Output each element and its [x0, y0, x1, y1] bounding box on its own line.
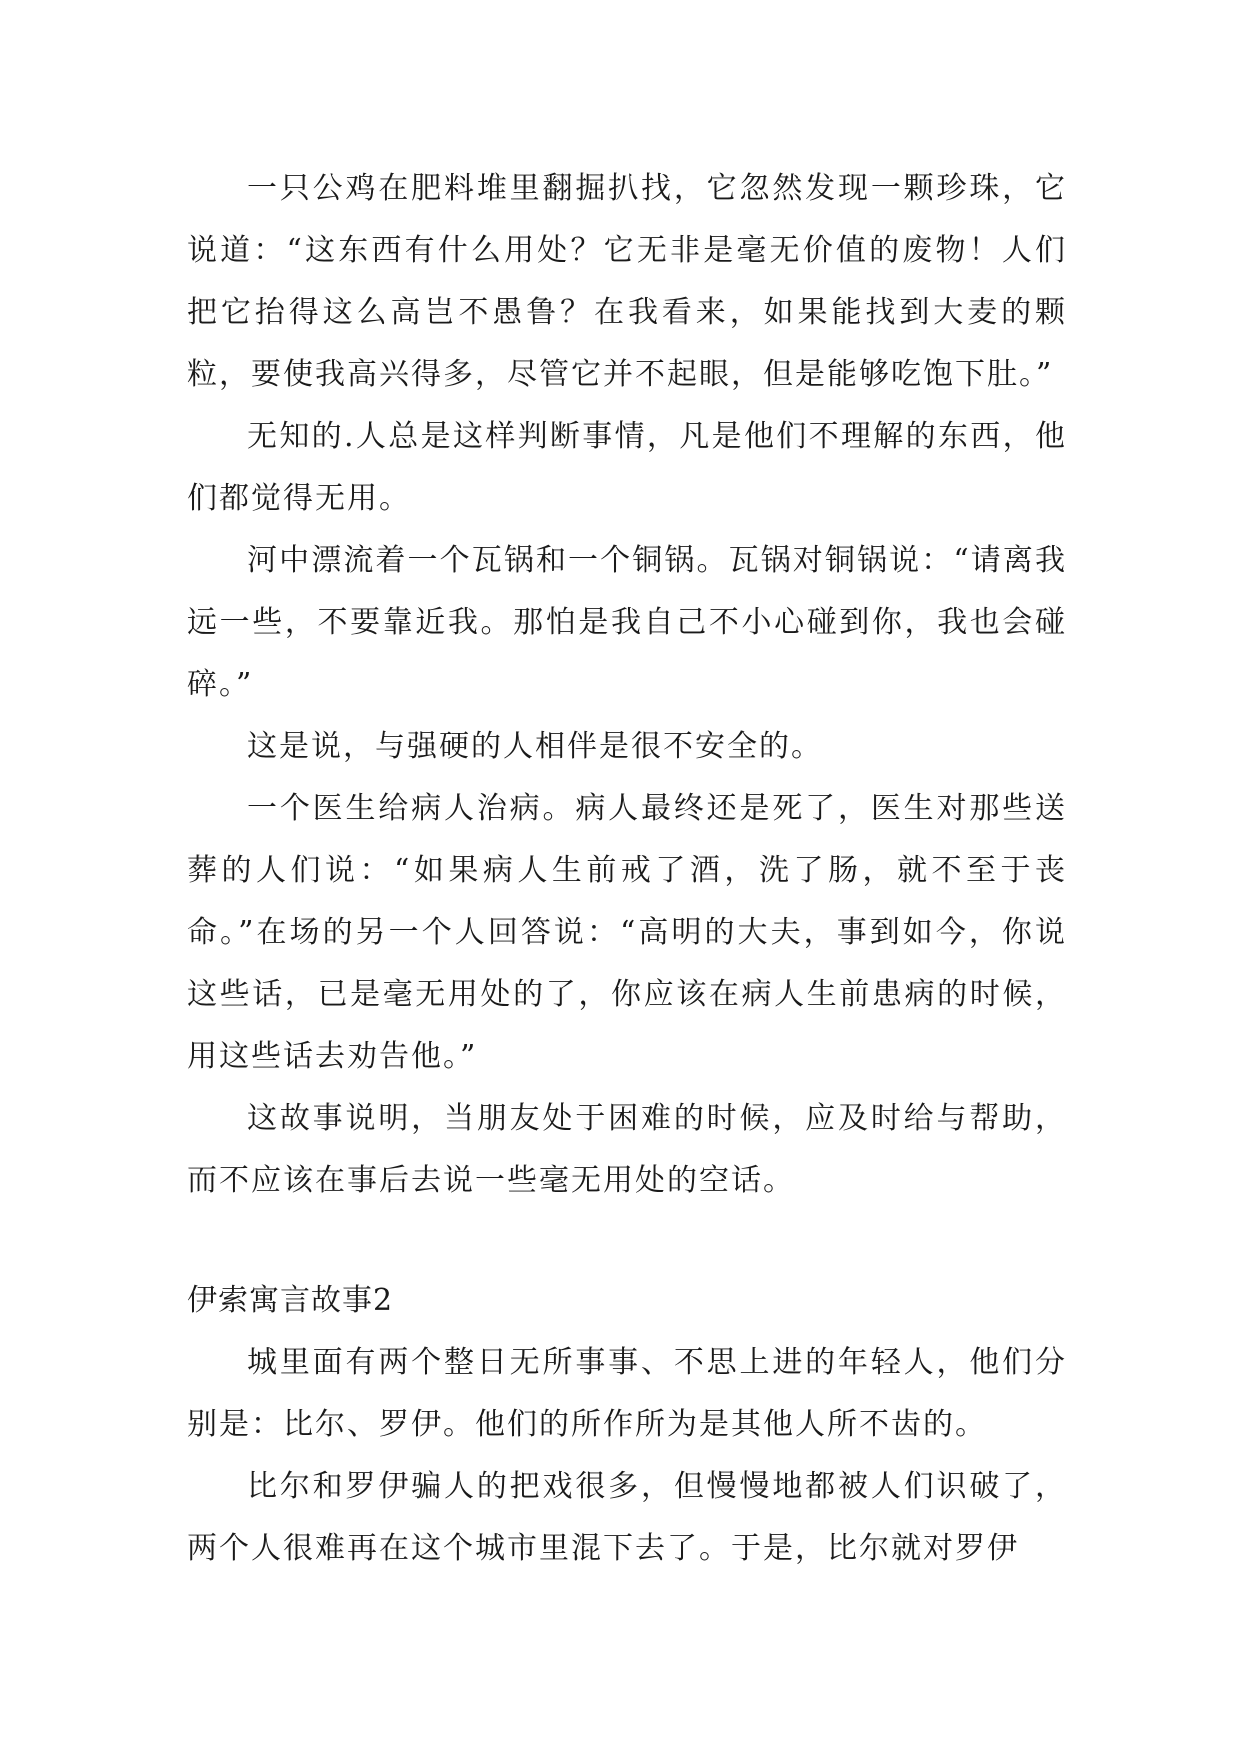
document-body — [187, 158, 1067, 1580]
paragraph-rooster-pearl: 一只公鸡在肥料堆里翻掘扒找，它忽然发现一颗珍珠，它说道：“这东西有什么用处？它无非是毫无价值的废物！人们把它抬得这么高岂不愚鲁？在我看来，如果能找到大麦的颗粒，要使我高兴得多，尽管它并不起眼，但是能够吃饱下肚。” — [187, 171, 1067, 392]
paragraph-bill-roy-tricks: 比尔和罗伊骗人的把戏很多，但慢慢地都被人们识破了，两个人很难再在这个城市里混下去了。于是，比尔就对罗伊 — [187, 1469, 1067, 1566]
paragraph-bill-roy-intro: 城里面有两个整日无所事事、不思上进的年轻人，他们分别是：比尔、罗伊。他们的所作所为是其他人所不齿的。 — [187, 1345, 1067, 1442]
paragraph-pots: 河中漂流着一个瓦锅和一个铜锅。瓦锅对铜锅说：“请离我远一些，不要靠近我。那怕是我自己不小心碰到你，我也会碰碎。” — [187, 543, 1067, 702]
paragraph-doctor: 一个医生给病人治病。病人最终还是死了，医生对那些送葬的人们说：“如果病人生前戒了酒，洗了肠，就不至于丧命。”在场的另一个人回答说：“高明的大夫，事到如今，你说这些话，已是毫无用处的了，你应该在病人生前患病的时候，用这些话去劝告他。” — [187, 791, 1067, 1074]
paragraph-pots-moral: 这是说，与强硬的人相伴是很不安全的。 — [247, 729, 823, 764]
paragraph-doctor-moral: 这故事说明，当朋友处于困难的时候，应及时给与帮助，而不应该在事后去说一些毫无用处的空话。 — [187, 1101, 1067, 1198]
section-heading: 伊索寓言故事2 — [187, 1283, 394, 1318]
paragraph-rooster-moral: 无知的.人总是这样判断事情，凡是他们不理解的东西，他们都觉得无用。 — [187, 419, 1067, 516]
